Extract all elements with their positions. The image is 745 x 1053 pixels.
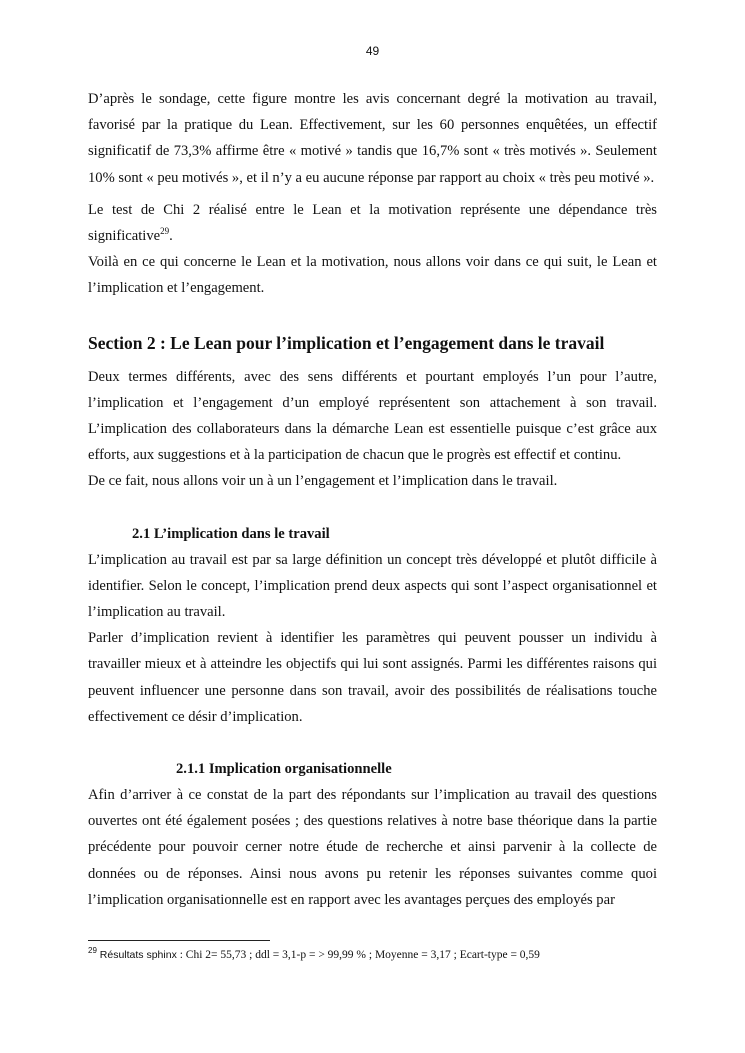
subsection-2-1-title: 2.1 L’implication dans le travail	[132, 525, 330, 542]
footnote-separator	[88, 940, 270, 941]
paragraph-motivation-results: D’après le sondage, cette figure montre les avis concernant degré la motivation au travail, favorisé par la pratique du Lean. Effectivement, sur les 60 personnes enquêtées, un effectif significatif de 73,3% affirme être « motivé » tandis que 16,7% sont « très motivés ». Seulement 10% sont « peu motivés », et il n’y a eu aucune réponse par rapport au choix « très peu motivé ».	[88, 91, 657, 186]
chi2-test-end: .	[169, 228, 173, 245]
footnote	[88, 948, 657, 962]
footnote-label: Résultats sphinx	[99, 949, 177, 961]
subsection-2-1-1-title: 2.1.1 Implication organisationnelle	[176, 761, 392, 778]
paragraph-chi2-test	[88, 197, 657, 249]
section-2-title: Section 2 : Le Lean pour l’implication et l’engagement dans le travail	[88, 332, 605, 353]
paragraph-implication-parameters: Parler d’implication revient à identifier les paramètres qui peuvent pousser un individu à travailler mieux et à atteindre les objectifs qui lui sont assignés. Parmi les différentes raisons qui peuvent influencer une personne dans son travail, avoir des possibilités de réalisations touche effectivement ce désir d’implication.	[88, 630, 657, 725]
page-body	[88, 86, 657, 913]
footnote-text: : Chi 2= 55,73 ; ddl = 3,1-p = > 99,99 % ; Moyenne = 3,17 ; Ecart-type = 0,59	[176, 949, 540, 961]
footnote-reference[interactable]: 29	[160, 226, 170, 237]
paragraph-implication-definition: L’implication au travail est par sa large définition un concept très développé et plutôt difficile à identifier. Selon le concept, l’implication prend deux aspects qui sont l’aspect organisationnel et l’implication au travail.	[88, 551, 657, 621]
paragraph-section2-intro: Deux termes différents, avec des sens différents et pourtant employés l’un pour l’autre, l’implication et l’engagement d’un employé représentent son attachement à son travail. L’implication des collaborateurs dans la démarche Lean est essentielle puisque c’est grâce aux efforts, aux suggestions et à la participation de chacun que le progrès est effectif et continu.	[88, 368, 657, 464]
chi2-test-text: Le test de Chi 2 réalisé entre le Lean et la motivation représente une dépendance très significative	[88, 201, 657, 245]
paragraph-transition: Voilà en ce qui concerne le Lean et la motivation, nous allons voir dans ce qui suit, le Lean et l’implication et l’engagement.	[88, 254, 657, 297]
footnote-number: 29	[88, 946, 97, 956]
paragraph-section2-plan: De ce fait, nous allons voir un à un l’engagement et l’implication dans le travail.	[88, 473, 558, 490]
page-number: 49	[365, 44, 380, 58]
paragraph-organisational-implication: Afin d’arriver à ce constat de la part des répondants sur l’implication au travail des questions ouvertes ont été également posées ; des questions relatives à notre base théorique dans la partie précédente pour pouvoir cerner notre étude de recherche et ainsi parvenir à la collecte de données ou de réponses. Ainsi nous avons pu retenir les réponses suivantes comme quoi l’implication organisationnelle est en rapport avec les avantages perçues des employés par	[88, 787, 657, 908]
